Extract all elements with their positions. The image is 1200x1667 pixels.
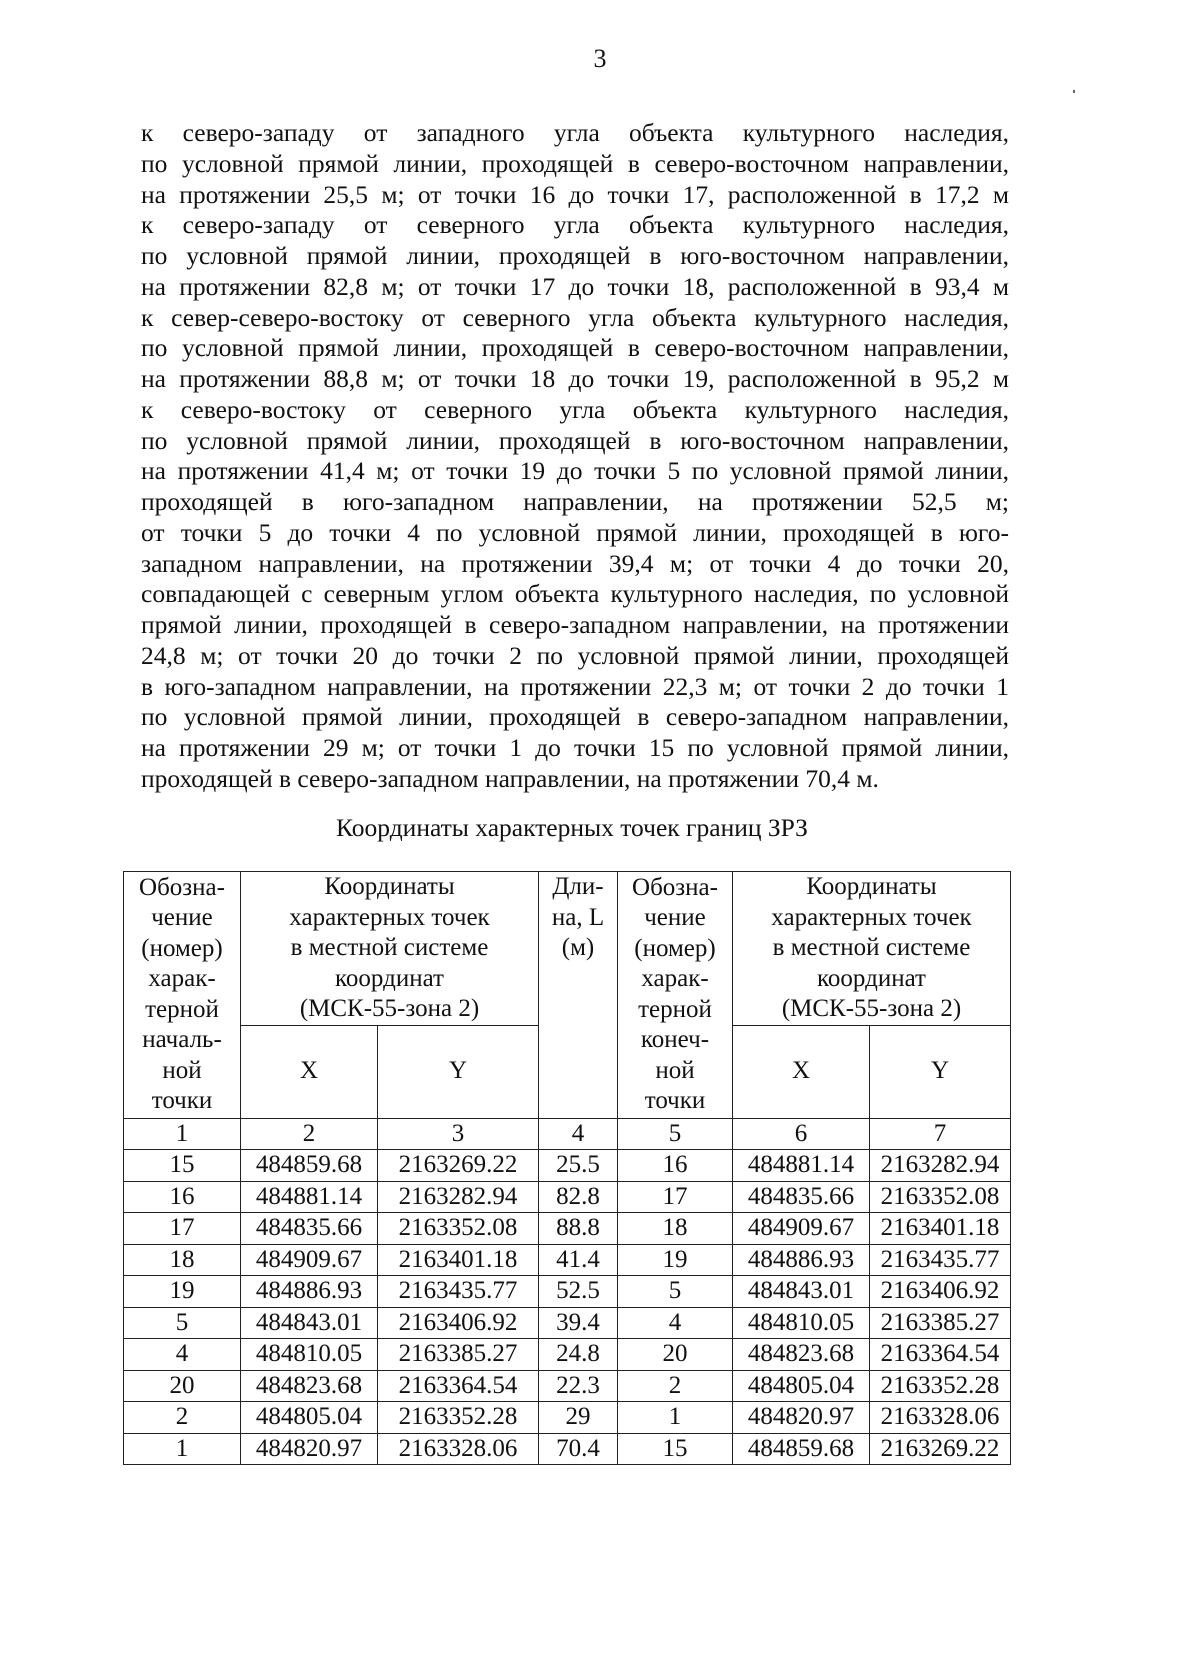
start-x-cell: 484820.97 bbox=[241, 1433, 378, 1465]
start-point-cell: 18 bbox=[124, 1244, 241, 1276]
table-row bbox=[124, 1402, 1011, 1434]
column-number: 7 bbox=[870, 1118, 1011, 1150]
end-x-cell: 484823.68 bbox=[733, 1339, 870, 1371]
paragraph-line: от точки 5 до точки 4 по условной прямой линии, проходящей в юго- bbox=[141, 517, 1009, 547]
length-cell: 39.4 bbox=[539, 1307, 618, 1339]
column-number: 5 bbox=[618, 1118, 733, 1150]
paragraph-line: в юго-западном направлении, на протяжении 22,3 м; от точки 2 до точки 1 bbox=[141, 671, 1009, 701]
end-point-cell: 1 bbox=[618, 1402, 733, 1434]
paragraph-line: по условной прямой линии, проходящей в северо-восточном направлении, bbox=[141, 333, 1009, 363]
start-x-cell: 484810.05 bbox=[241, 1339, 378, 1371]
body-paragraph bbox=[141, 118, 1009, 795]
end-x-cell: 484810.05 bbox=[733, 1307, 870, 1339]
table-row bbox=[124, 1181, 1011, 1213]
end-x-cell: 484909.67 bbox=[733, 1213, 870, 1245]
end-point-cell: 16 bbox=[618, 1150, 733, 1182]
paragraph-line: западном направлении, на протяжении 39,4 м; от точки 4 до точки 20, bbox=[141, 548, 1009, 578]
end-point-cell: 20 bbox=[618, 1339, 733, 1371]
table-row bbox=[124, 1244, 1011, 1276]
column-number: 6 bbox=[733, 1118, 870, 1150]
start-point-cell: 1 bbox=[124, 1433, 241, 1465]
start-point-cell: 16 bbox=[124, 1181, 241, 1213]
paragraph-line: на протяжении 88,8 м; от точки 18 до точки 19, расположенной в 95,2 м bbox=[141, 364, 1009, 393]
header-y-start: Y bbox=[378, 1025, 539, 1118]
end-y-cell: 2163364.54 bbox=[870, 1339, 1011, 1371]
column-number: 1 bbox=[124, 1118, 241, 1150]
paragraph-line: к северо-западу от западного угла объекта культурного наследия, bbox=[141, 118, 1009, 147]
table-row bbox=[124, 1370, 1011, 1402]
end-x-cell: 484805.04 bbox=[733, 1370, 870, 1402]
table-row bbox=[124, 1213, 1011, 1245]
paragraph-line: по условной прямой линии, проходящей в юго-восточном направлении, bbox=[141, 241, 1009, 270]
coordinates-table bbox=[123, 871, 1011, 1465]
end-point-cell: 17 bbox=[618, 1181, 733, 1213]
length-cell: 25.5 bbox=[539, 1150, 618, 1182]
table-row bbox=[124, 1276, 1011, 1308]
header-start-point: Обозна- чение (номер) харак- терной началь- ной точки bbox=[124, 872, 241, 1119]
page-number: 3 bbox=[593, 44, 607, 73]
end-y-cell: 2163328.06 bbox=[870, 1402, 1011, 1434]
end-x-cell: 484820.97 bbox=[733, 1402, 870, 1434]
end-x-cell: 484843.01 bbox=[733, 1276, 870, 1308]
start-x-cell: 484881.14 bbox=[241, 1181, 378, 1213]
start-x-cell: 484886.93 bbox=[241, 1276, 378, 1308]
end-y-cell: 2163269.22 bbox=[870, 1433, 1011, 1465]
start-point-cell: 2 bbox=[124, 1402, 241, 1434]
start-y-cell: 2163401.18 bbox=[378, 1244, 539, 1276]
end-y-cell: 2163385.27 bbox=[870, 1307, 1011, 1339]
paragraph-line: на протяжении 29 м; от точки 1 до точки 15 по условной прямой линии, bbox=[141, 733, 1009, 762]
paragraph-line: прямой линии, проходящей в северо-западном направлении, на протяжении bbox=[141, 610, 1009, 639]
paragraph-line: по условной прямой линии, проходящей в юго-восточном направлении, bbox=[141, 425, 1009, 455]
paragraph-line: совпадающей с северным углом объекта культурного наследия, по условной bbox=[141, 579, 1009, 609]
start-x-cell: 484805.04 bbox=[241, 1402, 378, 1434]
length-cell: 41.4 bbox=[539, 1244, 618, 1276]
end-x-cell: 484835.66 bbox=[733, 1181, 870, 1213]
paragraph-line: к север-северо-востоку от северного угла объекта культурного наследия, bbox=[141, 302, 1009, 332]
paragraph-line: 24,8 м; от точки 20 до точки 2 по условной прямой линии, проходящей bbox=[141, 640, 1009, 670]
paragraph-line: по условной прямой линии, проходящей в северо-восточном направлении, bbox=[141, 148, 1009, 178]
scan-speck bbox=[1073, 90, 1075, 93]
paragraph-line: по условной прямой линии, проходящей в северо-западном направлении, bbox=[141, 702, 1009, 732]
paragraph-line: проходящей в северо-западном направлении, на протяжении 70,4 м. bbox=[141, 763, 879, 793]
start-point-cell: 20 bbox=[124, 1370, 241, 1402]
start-y-cell: 2163406.92 bbox=[378, 1307, 539, 1339]
table-row bbox=[124, 1150, 1011, 1182]
header-y-end: Y bbox=[870, 1025, 1011, 1118]
length-cell: 70.4 bbox=[539, 1433, 618, 1465]
length-cell: 29 bbox=[539, 1402, 618, 1434]
start-x-cell: 484835.66 bbox=[241, 1213, 378, 1245]
end-y-cell: 2163406.92 bbox=[870, 1276, 1011, 1308]
start-y-cell: 2163385.27 bbox=[378, 1339, 539, 1371]
end-x-cell: 484859.68 bbox=[733, 1433, 870, 1465]
end-point-cell: 2 bbox=[618, 1370, 733, 1402]
start-y-cell: 2163282.94 bbox=[378, 1181, 539, 1213]
start-x-cell: 484823.68 bbox=[241, 1370, 378, 1402]
end-point-cell: 19 bbox=[618, 1244, 733, 1276]
header-coords-start: Координаты характерных точек в местной системе координат (МСК-55-зона 2) bbox=[241, 872, 539, 1026]
end-y-cell: 2163435.77 bbox=[870, 1244, 1011, 1276]
paragraph-line: проходящей в юго-западном направлении, на протяжении 52,5 м; bbox=[141, 487, 1009, 516]
length-cell: 88.8 bbox=[539, 1213, 618, 1245]
end-x-cell: 484886.93 bbox=[733, 1244, 870, 1276]
start-point-cell: 17 bbox=[124, 1213, 241, 1245]
start-y-cell: 2163352.28 bbox=[378, 1402, 539, 1434]
start-x-cell: 484909.67 bbox=[241, 1244, 378, 1276]
end-point-cell: 18 bbox=[618, 1213, 733, 1245]
length-cell: 52.5 bbox=[539, 1276, 618, 1308]
header-x-end: X bbox=[733, 1025, 870, 1118]
table-title: Координаты характерных точек границ ЗРЗ bbox=[336, 813, 808, 842]
header-length: Дли- на, L (м) bbox=[539, 872, 618, 1119]
length-cell: 24.8 bbox=[539, 1339, 618, 1371]
header-coords-end: Координаты характерных точек в местной системе координат (МСК-55-зона 2) bbox=[733, 872, 1011, 1026]
column-number: 2 bbox=[241, 1118, 378, 1150]
start-y-cell: 2163269.22 bbox=[378, 1150, 539, 1182]
paragraph-line: на протяжении 25,5 м; от точки 16 до точки 17, расположенной в 17,2 м bbox=[141, 179, 1009, 209]
start-point-cell: 19 bbox=[124, 1276, 241, 1308]
header-x-start: X bbox=[241, 1025, 378, 1118]
start-x-cell: 484859.68 bbox=[241, 1150, 378, 1182]
start-point-cell: 5 bbox=[124, 1307, 241, 1339]
start-y-cell: 2163328.06 bbox=[378, 1433, 539, 1465]
length-cell: 82.8 bbox=[539, 1181, 618, 1213]
table-row bbox=[124, 1339, 1011, 1371]
column-number: 4 bbox=[539, 1118, 618, 1150]
column-number: 3 bbox=[378, 1118, 539, 1150]
end-y-cell: 2163282.94 bbox=[870, 1150, 1011, 1182]
column-number-row bbox=[124, 1118, 1011, 1150]
end-y-cell: 2163401.18 bbox=[870, 1213, 1011, 1245]
end-y-cell: 2163352.08 bbox=[870, 1181, 1011, 1213]
end-point-cell: 4 bbox=[618, 1307, 733, 1339]
table-row bbox=[124, 1307, 1011, 1339]
start-x-cell: 484843.01 bbox=[241, 1307, 378, 1339]
paragraph-line: на протяжении 82,8 м; от точки 17 до точки 18, расположенной в 93,4 м bbox=[141, 271, 1009, 301]
table-row bbox=[124, 1433, 1011, 1465]
start-y-cell: 2163352.08 bbox=[378, 1213, 539, 1245]
end-y-cell: 2163352.28 bbox=[870, 1370, 1011, 1402]
start-point-cell: 4 bbox=[124, 1339, 241, 1371]
paragraph-line: к северо-востоку от северного угла объекта культурного наследия, bbox=[141, 394, 1009, 424]
header-end-point: Обозна- чение (номер) харак- терной конеч- ной точки bbox=[618, 872, 733, 1119]
paragraph-line: на протяжении 41,4 м; от точки 19 до точки 5 по условной прямой линии, bbox=[141, 456, 1009, 486]
end-x-cell: 484881.14 bbox=[733, 1150, 870, 1182]
start-y-cell: 2163435.77 bbox=[378, 1276, 539, 1308]
paragraph-line: к северо-западу от северного угла объекта культурного наследия, bbox=[141, 210, 1009, 240]
length-cell: 22.3 bbox=[539, 1370, 618, 1402]
start-point-cell: 15 bbox=[124, 1150, 241, 1182]
start-y-cell: 2163364.54 bbox=[378, 1370, 539, 1402]
end-point-cell: 15 bbox=[618, 1433, 733, 1465]
end-point-cell: 5 bbox=[618, 1276, 733, 1308]
